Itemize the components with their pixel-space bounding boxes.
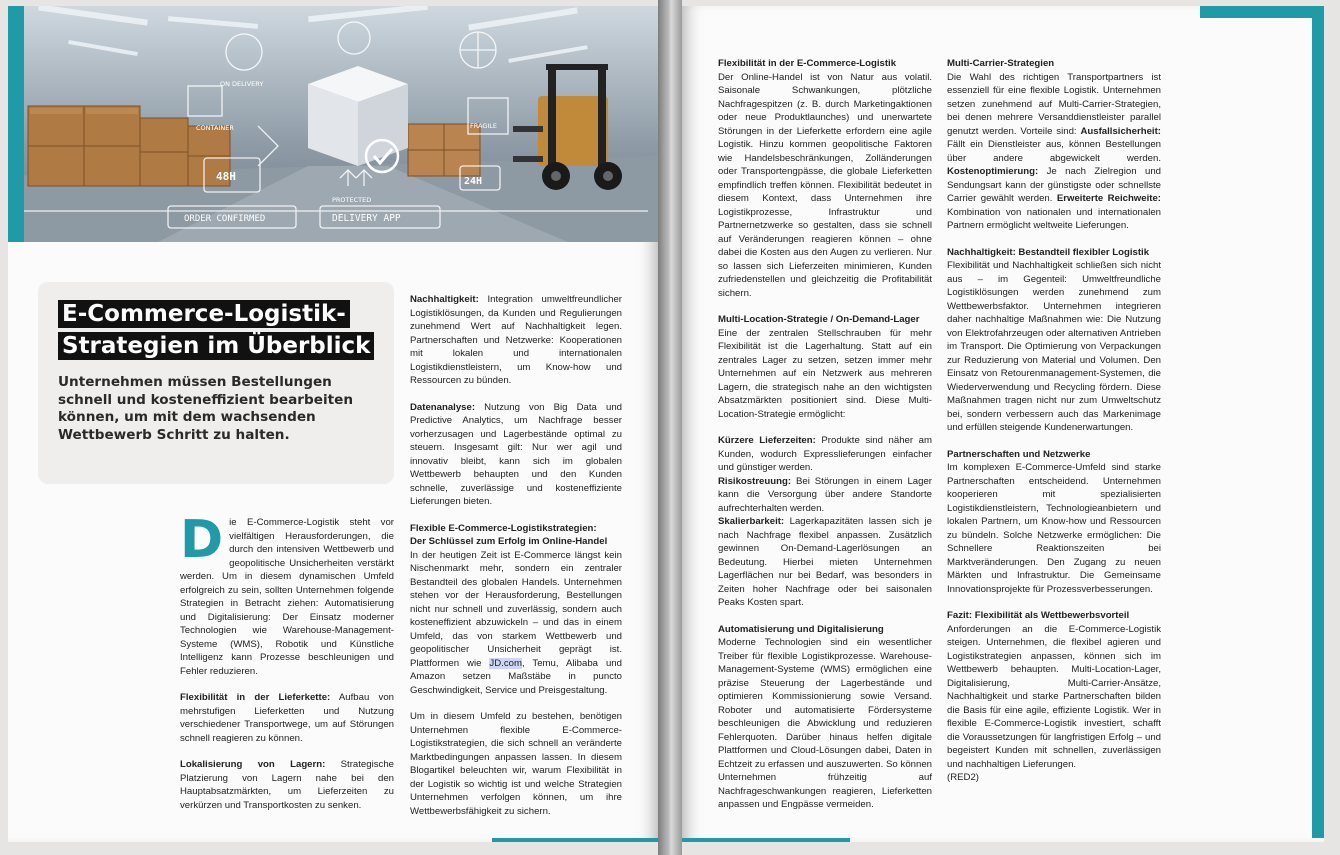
teal-bar-right [1312,18,1324,838]
hero-label-48h: 48H [216,170,236,183]
page-title [58,298,388,362]
column-1 [180,510,394,825]
text-data-analysis: Nutzung von Big Data und Predictive Analytics, um Nachfrage besser vorherzusagen und Lagerbestände optimal zu steuern. Insgesamt gilt: Nur wer agil und innovativ bleibt, kann sich im globalen Wettbewerb behaupten und den Kunden schnelle, zuverlässige und kosteneffiziente Lieferungen bieten. [410,401,622,507]
heading-multi-carrier: Multi-Carrier-Strategien [947,58,1055,69]
heading-data-analysis: Datenanalyse: [410,401,476,413]
paragraph-data-analysis [410,401,622,509]
paragraph-supply-chain [180,691,394,745]
section-subheading-flexible: Der Schlüssel zum Erfolg im Online-Handel [410,536,608,547]
hero-label-fragile: FRAGILE [470,122,498,130]
text-cost: Je nach Zielregion und Sendungsart kann der günstigste oder schnellste Carrier gewählt werden. [947,166,1161,204]
text-conclusion: Anforderungen an die E-Commerce-Logistik steigen. Unternehmen, die flexibel agieren und Logistikstrategien anpassen, können sich im Wettbewerb behaupten. Multi-Location-Lager, Digitalisierung, Multi-Carrier-Ansätze, Nachhaltigkeit und starke Partnerschaften bilden die Basis für eine agile, effiziente Logistik. Wer in flexible E-Commerce-Logistik investiert, schafft die Voraussetzungen für langfristigen Erfolg – und begeistert Kunden mit schnellen, zuverlässigen und nachhaltigen Lieferungen. [947,623,1161,770]
hero-label-container: CONTAINER [196,124,234,132]
text-failsafe: Fällt ein Dienstleister aus, können Bestellungen über andere abgewickelt werden. [947,139,1161,164]
text-supply-chain: Aufbau von mehrstufigen Lieferketten und Nutzung verschiedener Transportwege, um auf Störungen schnell reagieren zu können. [180,692,394,744]
paragraph-multi-location: Eine der zentralen Stellschrauben für mehr Flexibilität ist die Lagerhaltung. Statt auf ein zentrales Lager zu setzen, setzen immer mehr Unternehmen auf ein Netzwerk aus mehreren Lagern, die strategisch nahe an den wichtigsten Absatzmärkten positioniert sind. Diese Multi-Location-Strategie ermöglicht: [718,327,932,420]
teal-bar-bottom-right [682,838,850,842]
hero-label-24h: 24H [464,176,483,187]
jd-link[interactable]: JD.com [489,657,522,669]
paragraph-warehouses [180,758,394,812]
hero-label-ondelivery: ON DELIVERY [220,80,264,88]
text-ecommerce-pre: In der heutigen Zeit ist E-Commerce längst kein Nischenmarkt mehr, sondern ein zentraler Bestandteil des globalen Handels. Unternehmen stehen vor der Herausforderung, Bestellungen nicht nur schnell und zuverlässig, sondern auch kosteneffizient abzuwickeln – und das in einem Umfeld, das von starkem Wettbewerb und geopolitischer Unsicherheit geprägt ist. Plattformen wie [410,549,622,669]
hero-image [8,6,658,242]
paragraph-automation: Moderne Technologien sind ein wesentlicher Treiber für flexible Logistikprozesse. Warehouse-Management-Systeme (WMS) ermöglichen eine präzise Steuerung der Lagerbestände und optimieren Kommissionierung sowie Versand. Roboter und automatisierte Fördersysteme beschleunigen die Abwicklung und reduzieren Fehlerquoten. Darüber hinaus helfen digitale Plattformen und Cloud-Lösungen dabei, Daten in Echtzeit zu erfassen und auszuwerten. So können Unternehmen frühzeitig auf Nachfrageschwankungen reagieren, Lieferketten anpassen und Engpässe vermeiden. [718,637,932,810]
title-text: E-Commerce-Logistik-Strategien im Überblick [58,300,374,360]
intro-text: ie E-Commerce-Logistik steht vor vielfältigen Herausforderungen, die durch den intensiven Wettbewerb und geopolitische Unsicherheiten verstärkt werden. Um in diesem dynamischen Umfeld erfolgreich zu sein, sollten Unternehmen folgende Strategien in Betracht ziehen: Automatisierung und Digitalisierung: Der Einsatz moderner Technologien wie Warehouse-Management-Systeme (WMS), Robotik und Künstliche Intelligenz kann Prozesse beschleunigen und Fehler reduzieren. [180,517,394,677]
heading-multi-location: Multi-Location-Strategie / On-Demand-Lager [718,314,920,325]
hero-label-order-confirmed: ORDER CONFIRMED [184,214,266,224]
section-heading-flexible: Flexible E-Commerce-Logistikstrategien: [410,522,597,534]
head-cost: Kostenoptimierung: [947,166,1039,177]
teal-bar-left [8,6,24,242]
text-reach: Kombination von nationalen und internationalen Partnern ermöglicht weltweite Lieferungen. [947,206,1161,231]
paragraph-sustainability-right: Flexibilität und Nachhaltigkeit schließen sich nicht aus – im Gegenteil: Umweltfreundliche Logistiklösungen werden zunehmend zum Wettbewerbsfaktor. Unternehmen integrieren daher nachhaltige Maßnahmen wie: Die Nutzung von Elektrofahrzeugen oder alternativen Antrieben im Transport. Die Optimierung von Verpackungen zur Reduzierung von Material und Volumen. Den Einsatz von Retourenmanagement-Systemen, die Wiederverwendung und Recycling fördern. Diese Maßnahmen tragen nicht nur zum Umweltschutz bei, sondern verbessern auch das Markenimage und erfüllen steigende Kundenerwartungen. [947,260,1161,433]
column-2 [410,293,622,831]
paragraph-ecommerce [410,549,622,698]
heading-flexibility: Flexibilität in der E-Commerce-Logistik [718,58,897,69]
left-page [8,6,658,842]
column-4 [947,57,1161,785]
benefit-scale-head: Skalierbarkeit: [718,516,785,527]
right-page [682,6,1324,842]
paragraph-flexibility: Der Online-Handel ist von Natur aus volatil. Saisonale Schwankungen, plötzliche Nachfragespitzen (z. B. durch Marketingaktionen oder neue Produktlaunches) und unerwartete Störungen in der Lieferkette erfordern eine agile Logistik. Hinzu kommen geopolitische Faktoren wie Handelsbeschränkungen, Zolländerungen oder Transportengpässe, die globale Lieferketten empfindlich treffen können. Flexibilität bedeutet in diesem Kontext, dass Unternehmen ihre Logistikprozesse, Infrastruktur und Partnernetzwerke so gestalten, dass sie schnell auf Veränderungen reagieren können – ohne dabei die Kosten aus den Augen zu verlieren. Nur so lassen sich Lieferzeiten minimieren, Kunden zufriedenstellen und gleichzeitig die Profitabilität sichern. [718,71,932,299]
paragraph-partnerships: Im komplexen E-Commerce-Umfeld sind starke Partnerschaften entscheidend. Unternehmen kooperieren mit spezialisierten Logistikdienstleistern, Technologieanbietern und lokalen Partnern, um Know-how und Ressourcen zu bündeln. Solche Netzwerke ermöglichen: Die Schnellere Reaktionszeiten bei Marktveränderungen. Den Zugang zu neuen Märkten und Infrastruktur. Die Gemeinsame Innovationsprojekte für Prozessverbesserungen. [947,462,1161,595]
lead-text: Unternehmen müssen Bestellungen schnell und kosteneffizient bearbeiten können, um mit dem wachsenden Wettbewerb Schritt zu halten. [58,374,354,443]
teal-bar-top-right [1200,6,1324,18]
text-ecommerce-post: , Temu, Alibaba und Amazon setzen Maßstäbe in puncto Geschwindigkeit, Service und Preisgestaltung. [410,657,622,696]
benefit-delivery-head: Kürzere Lieferzeiten: [718,435,816,446]
hero-label-delivery-app: DELIVERY APP [332,213,401,224]
teal-bar-bottom-left [492,838,658,842]
column-3 [718,57,932,825]
page-gutter [658,0,682,855]
drop-cap: D [180,510,224,570]
benefit-delivery-text: Produkte sind näher am Kunden, wodurch Expresslieferungen einfacher und günstiger werden. [718,435,932,473]
text-warehouses: Strategische Platzierung von Lagern nahe bei den Hauptabsatzmärkten, um Lieferzeiten zu verkürzen und Transportkosten zu senken. [180,759,394,811]
heading-automation: Automatisierung und Digitalisierung [718,623,884,635]
paragraph-multi-carrier [947,71,1161,233]
warehouse-illustration [8,6,658,242]
hero-label-protected: PROTECTED [332,196,372,204]
heading-partnerships: Partnerschaften und Netzwerke [947,448,1091,460]
heading-sustainability: Nachhaltigkeit: [410,294,479,305]
text-sustainability: Integration umweltfreundlicher Logistiklösungen, da Kunden und Regulierungen zunehmend Wert auf Nachhaltigkeit legen. Partnerschaften und Netzwerke: Kooperationen mit lokalen und internationalen Logistikdienstleistern, um Know-how und Ressourcen zu bünden. [410,294,622,386]
paragraph-environment: Um in diesem Umfeld zu bestehen, benötigen Unternehmen flexible E-Commerce-Logistikstrategien, die sich schnell an veränderte Marktbedingungen anpassen lassen. In diesem Blogartikel beleuchten wir, warum Flexibilität in der Logistik so wichtig ist und welche Strategien Unternehmen verfolgen können, um ihre Wettbewerbsfähigkeit zu sichern. [410,711,622,817]
benefit-risk-text: Bei Störungen in einem Lager kann die Versorgung über andere Standorte aufrechterhalten werden. [718,475,932,514]
paragraph-sustainability [410,293,622,388]
list-benefits [718,434,932,610]
head-reach: Erweiterte Reichweite: [1056,193,1161,204]
heading-supply-chain: Flexibilität in der Lieferkette: [180,692,331,703]
head-failsafe: Ausfallsicherheit: [1080,125,1161,137]
heading-warehouses: Lokalisierung von Lagern: [180,759,326,770]
text-carrier-pre: Die Wahl des richtigen Transportpartners ist essenziell für eine flexible Logistik. Unternehmen setzen zunehmend auf Multi-Carrier-Strategien, bei denen mehrere Versanddienstleister parallel genutzt werden. Vorteile sind: [947,71,1161,137]
heading-conclusion: Fazit: Flexibilität als Wettbewerbsvorteil [947,610,1130,621]
intro-paragraph [180,510,394,678]
benefit-risk-head: Risikostreuung: [718,475,792,487]
paragraph-conclusion [947,623,1161,785]
benefit-scale-text: Lagerkapazitäten lassen sich je nach Nachfrage flexibel anpassen. Zusätzlich gewinnen On-Demand-Lagerlösungen an Bedeutung. Hierbei mieten Unternehmen Lagerflächen nur bei Bedarf, was besonders in Zeiten hoher Nachfrage oder bei saisonalen Peaks Kosten spart. [718,516,932,608]
heading-sustainability-right: Nachhaltigkeit: Bestandteil flexibler Logistik [947,246,1150,258]
author-signature: (RED2) [947,772,979,783]
